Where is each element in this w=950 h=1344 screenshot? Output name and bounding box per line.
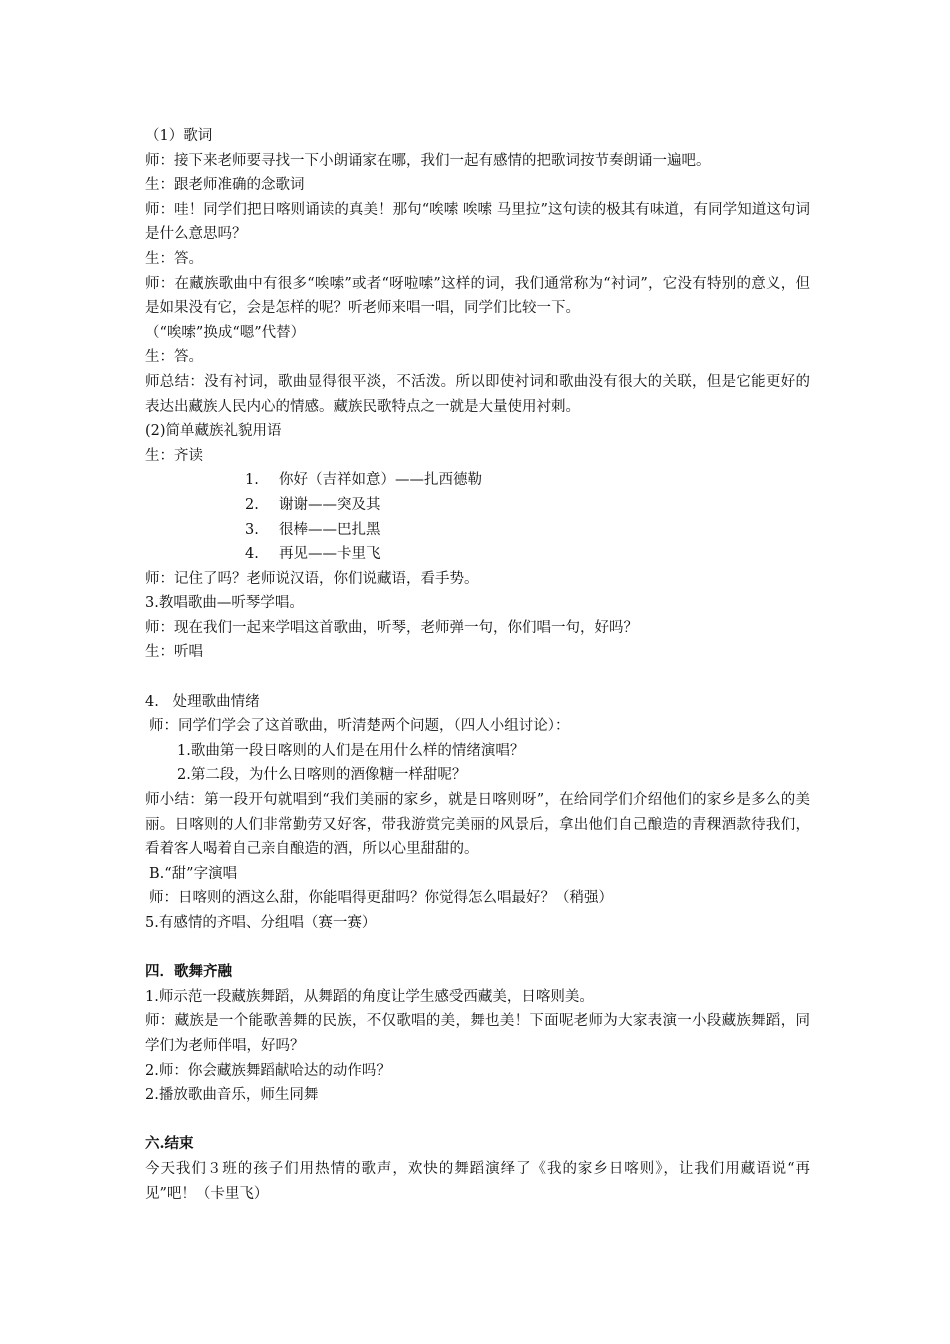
paragraph: 生：答。	[145, 349, 203, 366]
paragraph: 师：接下来老师要寻找一下小朗诵家在哪，我们一起有感情的把歌词按节奏朗诵一遍吧。	[145, 152, 711, 169]
paragraph: 师小结：第一段开句就唱到“我们美丽的家乡，就是日喀则呀”，在给同学们介绍他们的家乡是多么的美丽。日喀则的人们非常勤劳又好客，带我游赏完美丽的风景后，拿出他们自己酿造的青稞酒款待我们，看着客人喝着自己亲自酿造的酒，所以心里甜甜的。	[145, 792, 810, 858]
list-number: 2.	[245, 496, 259, 513]
question-item: 2.第二段，为什么日喀则的酒像糖一样甜呢？	[177, 767, 467, 784]
blank-line	[145, 936, 810, 961]
paragraph: 师：现在我们一起来学唱这首歌曲，听琴，老师弹一句，你们唱一句，好吗？	[145, 619, 638, 636]
paragraph: 2.师：你会藏族舞蹈献哈达的动作吗？	[145, 1062, 391, 1079]
paragraph: 生：听唱	[145, 644, 203, 661]
question-item: 1.歌曲第一段日喀则的人们是在用什么样的情绪演唱？	[177, 742, 525, 759]
list-item	[145, 518, 810, 543]
blank-line	[145, 665, 810, 690]
paragraph: 5.有感情的齐唱、分组唱（赛一赛）	[145, 915, 377, 931]
paragraph: 师：藏族是一个能歌善舞的民族，不仅歌唱的美，舞也美！下面呢老师为大家表演一小段藏族舞蹈，同学们为老师伴唱，好吗？	[145, 1013, 810, 1054]
section-heading-6: 六.结束	[145, 1135, 194, 1153]
paragraph: 1.师示范一段藏族舞蹈，从舞蹈的角度让学生感受西藏美，日喀则美。	[145, 988, 594, 1005]
paragraph: 师：日喀则的酒这么甜，你能唱得更甜吗？你觉得怎么唱最好？（稍强）	[149, 890, 613, 907]
paragraph: 3.教唱歌曲—听琴学唱。	[145, 595, 304, 612]
paragraph: （“唉嗦”换成“嗯”代替）	[145, 324, 306, 341]
phrases-subheading: (2)简单藏族礼貌用语	[145, 423, 282, 440]
list-item	[145, 542, 810, 567]
blank-line	[145, 1108, 810, 1133]
list-number: 1.	[245, 472, 259, 489]
paragraph: 生：答。	[145, 250, 203, 267]
paragraph: 2.播放歌曲音乐，师生同舞	[145, 1087, 319, 1104]
lyrics-subheading: （1）歌词	[145, 128, 213, 144]
paragraph: 生：跟老师准确的念歌词	[145, 177, 305, 194]
paragraph: 师：记住了吗？老师说汉语，你们说藏语，看手势。	[145, 570, 479, 587]
section-heading-4: 四．歌舞齐融	[145, 963, 232, 981]
list-number: 4.	[245, 546, 259, 563]
paragraph: 师总结：没有衬词，歌曲显得很平淡，不活泼。所以即使衬词和歌曲没有很大的关联，但是它能更好的表达出藏族人民内心的情感。藏族民歌特点之一就是大量使用衬刺。	[145, 373, 810, 415]
paragraph: B.“甜”字演唱	[149, 865, 238, 882]
paragraph: 今天我们３班的孩子们用热情的歌声，欢快的舞蹈演绎了《我的家乡日喀则》，让我们用藏语说“再见”吧！（卡里飞）	[145, 1160, 810, 1202]
list-item	[145, 468, 810, 493]
list-text: 谢谢——突及其	[279, 496, 381, 513]
phrase-list	[145, 468, 810, 566]
paragraph: 师：同学们学会了这首歌曲，听清楚两个问题，（四人小组讨论）：	[149, 718, 570, 735]
paragraph: 师：哇！同学们把日喀则诵读的真美！那句“唉嗦 唉嗦 马里拉”这句读的极其有味道，有同学知道这句词是什么意思吗？	[145, 201, 810, 243]
list-text: 再见——卡里飞	[279, 546, 381, 563]
document-body	[145, 124, 810, 1206]
list-number: 3.	[245, 521, 259, 538]
section-subheading: 4. 处理歌曲情绪	[145, 693, 260, 710]
list-text: 你好（吉祥如意）——扎西德勒	[279, 472, 482, 489]
list-text: 很棒——巴扎黑	[279, 521, 381, 538]
paragraph: 生：齐读	[145, 447, 203, 464]
list-item	[145, 493, 810, 518]
paragraph: 师：在藏族歌曲中有很多“唉嗦”或者“呀啦嗦”这样的词，我们通常称为“衬词”，它没有特别的意义，但是如果没有它，会是怎样的呢？听老师来唱一唱，同学们比较一下。	[145, 275, 810, 317]
